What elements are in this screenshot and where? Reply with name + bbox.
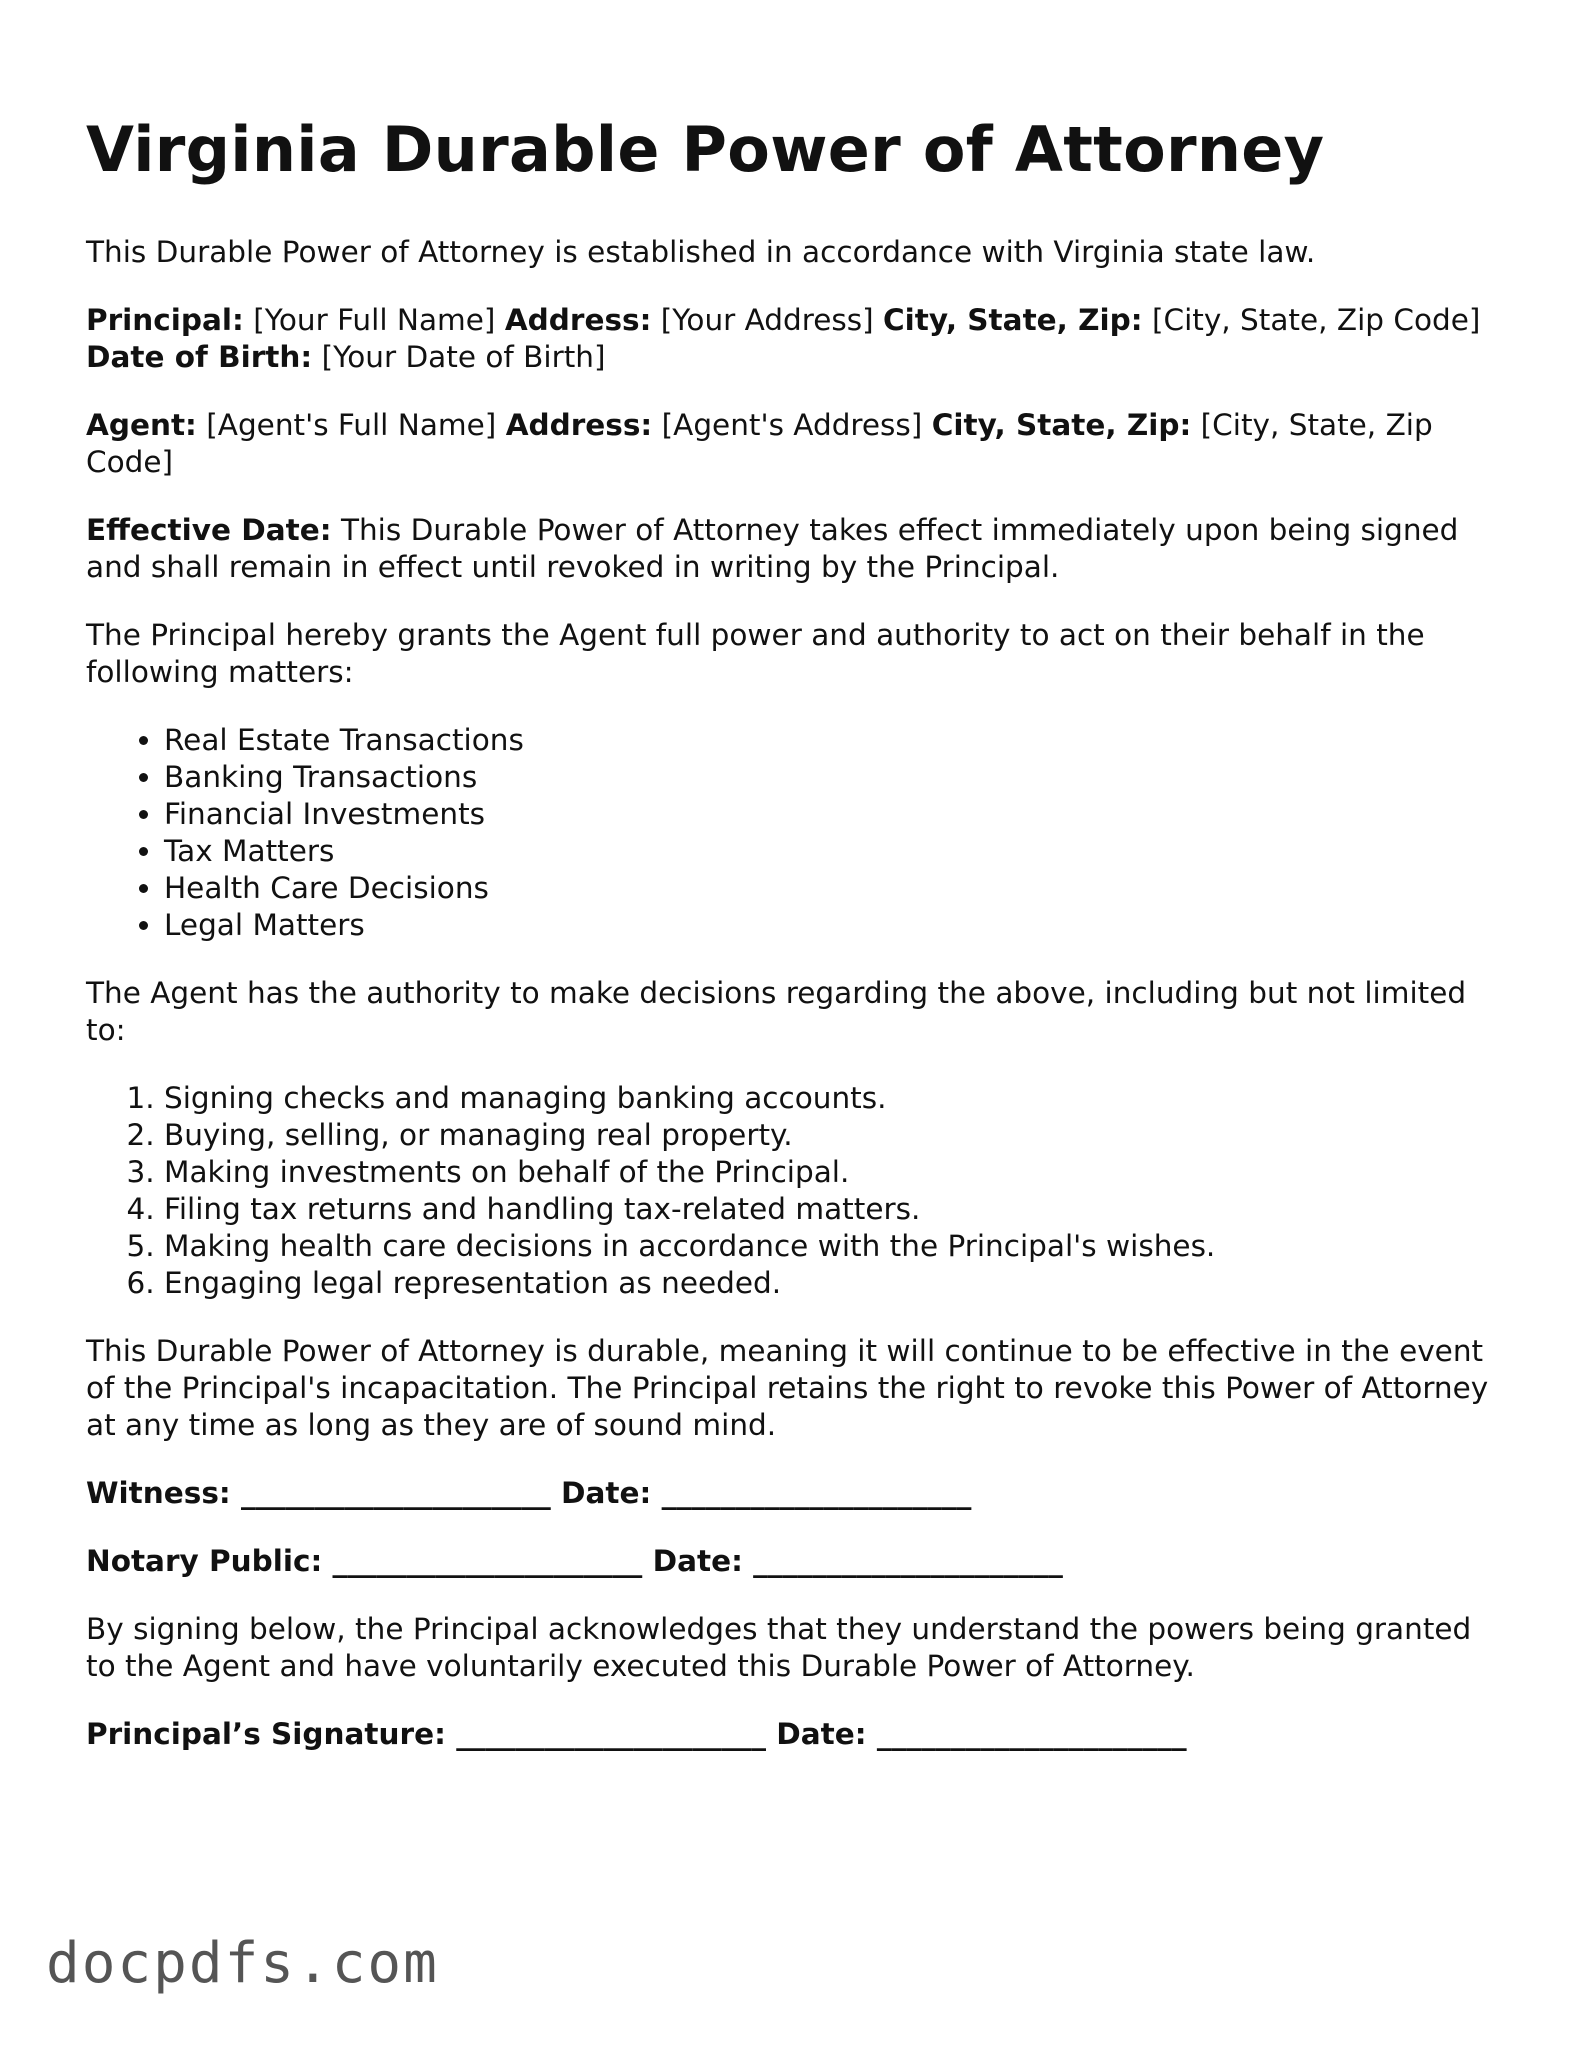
document-page [86, 108, 1506, 1784]
list-item: 3. Making investments on behalf of the Principal. [164, 1154, 1506, 1191]
notary-date-label: Date: [652, 1544, 743, 1578]
principal-label: Principal: [86, 303, 244, 337]
principal-address-field: [Your Address] [660, 303, 874, 337]
effective-date-paragraph [86, 512, 1506, 586]
list-item: • Tax Matters [164, 833, 1506, 870]
agent-csz-field: [City, State, Zip Code] [86, 408, 1433, 479]
witness-date-label: Date: [561, 1476, 652, 1510]
principal-signature-field[interactable]: _____________________ [456, 1717, 766, 1751]
list-item: • Financial Investments [164, 796, 1506, 833]
witness-label: Witness: [86, 1476, 231, 1510]
list-item: 4. Filing tax returns and handling tax-related matters. [164, 1191, 1506, 1228]
principal-address-label: Address: [504, 303, 652, 337]
agent-address-field: [Agent's Address] [661, 408, 923, 442]
principal-signature-date-label: Date: [776, 1717, 867, 1751]
grant-paragraph: The Principal hereby grants the Agent full power and authority to act on their behalf in the following matters: [86, 618, 1425, 689]
list-item: • Banking Transactions [164, 759, 1506, 796]
watermark: docpdfs.com [46, 1931, 439, 1996]
list-item: 5. Making health care decisions in accordance with the Principal's wishes. [164, 1228, 1506, 1265]
principal-signature-label: Principal’s Signature: [86, 1717, 446, 1751]
document-title: Virginia Durable Power of Attorney [86, 113, 1325, 186]
list-item: • Legal Matters [164, 907, 1506, 944]
witness-date-field[interactable]: _____________________ [661, 1476, 972, 1510]
principal-dob-field: [Your Date of Birth] [321, 340, 606, 374]
witness-line [86, 1475, 1506, 1512]
list-item: • Health Care Decisions [164, 870, 1506, 907]
principal-dob-label: Date of Birth: [86, 340, 313, 374]
list-item: 1. Signing checks and managing banking accounts. [164, 1080, 1506, 1117]
effective-date-text: This Durable Power of Attorney takes effect immediately upon being signed and shall remain in effect until revoked in writing by the Principal. [86, 513, 1459, 584]
principal-csz-label: City, State, Zip: [883, 303, 1143, 337]
matters-list [86, 722, 1506, 944]
notary-label: Notary Public: [86, 1544, 323, 1578]
agent-address-label: Address: [505, 408, 653, 442]
list-item: 6. Engaging legal representation as needed. [164, 1265, 1506, 1302]
principal-name-field: [Your Full Name] [253, 303, 496, 337]
notary-date-field[interactable]: _____________________ [753, 1544, 1063, 1578]
witness-signature-field[interactable]: _____________________ [240, 1476, 551, 1510]
agent-name-field: [Agent's Full Name] [206, 408, 497, 442]
principal-signature-date-field[interactable]: _____________________ [876, 1717, 1187, 1751]
list-item: 2. Buying, selling, or managing real property. [164, 1117, 1506, 1154]
notary-line [86, 1543, 1506, 1580]
decisions-list [86, 1080, 1506, 1302]
effective-date-label: Effective Date: [86, 513, 332, 547]
notary-signature-field[interactable]: _____________________ [332, 1544, 643, 1578]
agent-label: Agent: [86, 408, 197, 442]
acknowledge-paragraph: By signing below, the Principal acknowledges that they understand the powers being granted to the Agent and have voluntarily executed this Durable Power of Attorney. [86, 1612, 1472, 1683]
intro-paragraph: This Durable Power of Attorney is established in accordance with Virginia state law. [86, 235, 1316, 269]
agent-info [86, 407, 1506, 481]
authority-paragraph: The Agent has the authority to make decisions regarding the above, including but not limited to: [86, 976, 1467, 1047]
principal-signature-line [86, 1716, 1506, 1753]
agent-csz-label: City, State, Zip: [931, 408, 1192, 442]
principal-info [86, 302, 1506, 376]
durable-paragraph: This Durable Power of Attorney is durable, meaning it will continue to be effective in the event of the Principal's incapacitation. The Principal retains the right to revoke this Power of Attorney at any time as long as they are of sound mind. [86, 1334, 1489, 1442]
principal-csz-field: [City, State, Zip Code] [1151, 303, 1481, 337]
list-item: • Real Estate Transactions [164, 722, 1506, 759]
